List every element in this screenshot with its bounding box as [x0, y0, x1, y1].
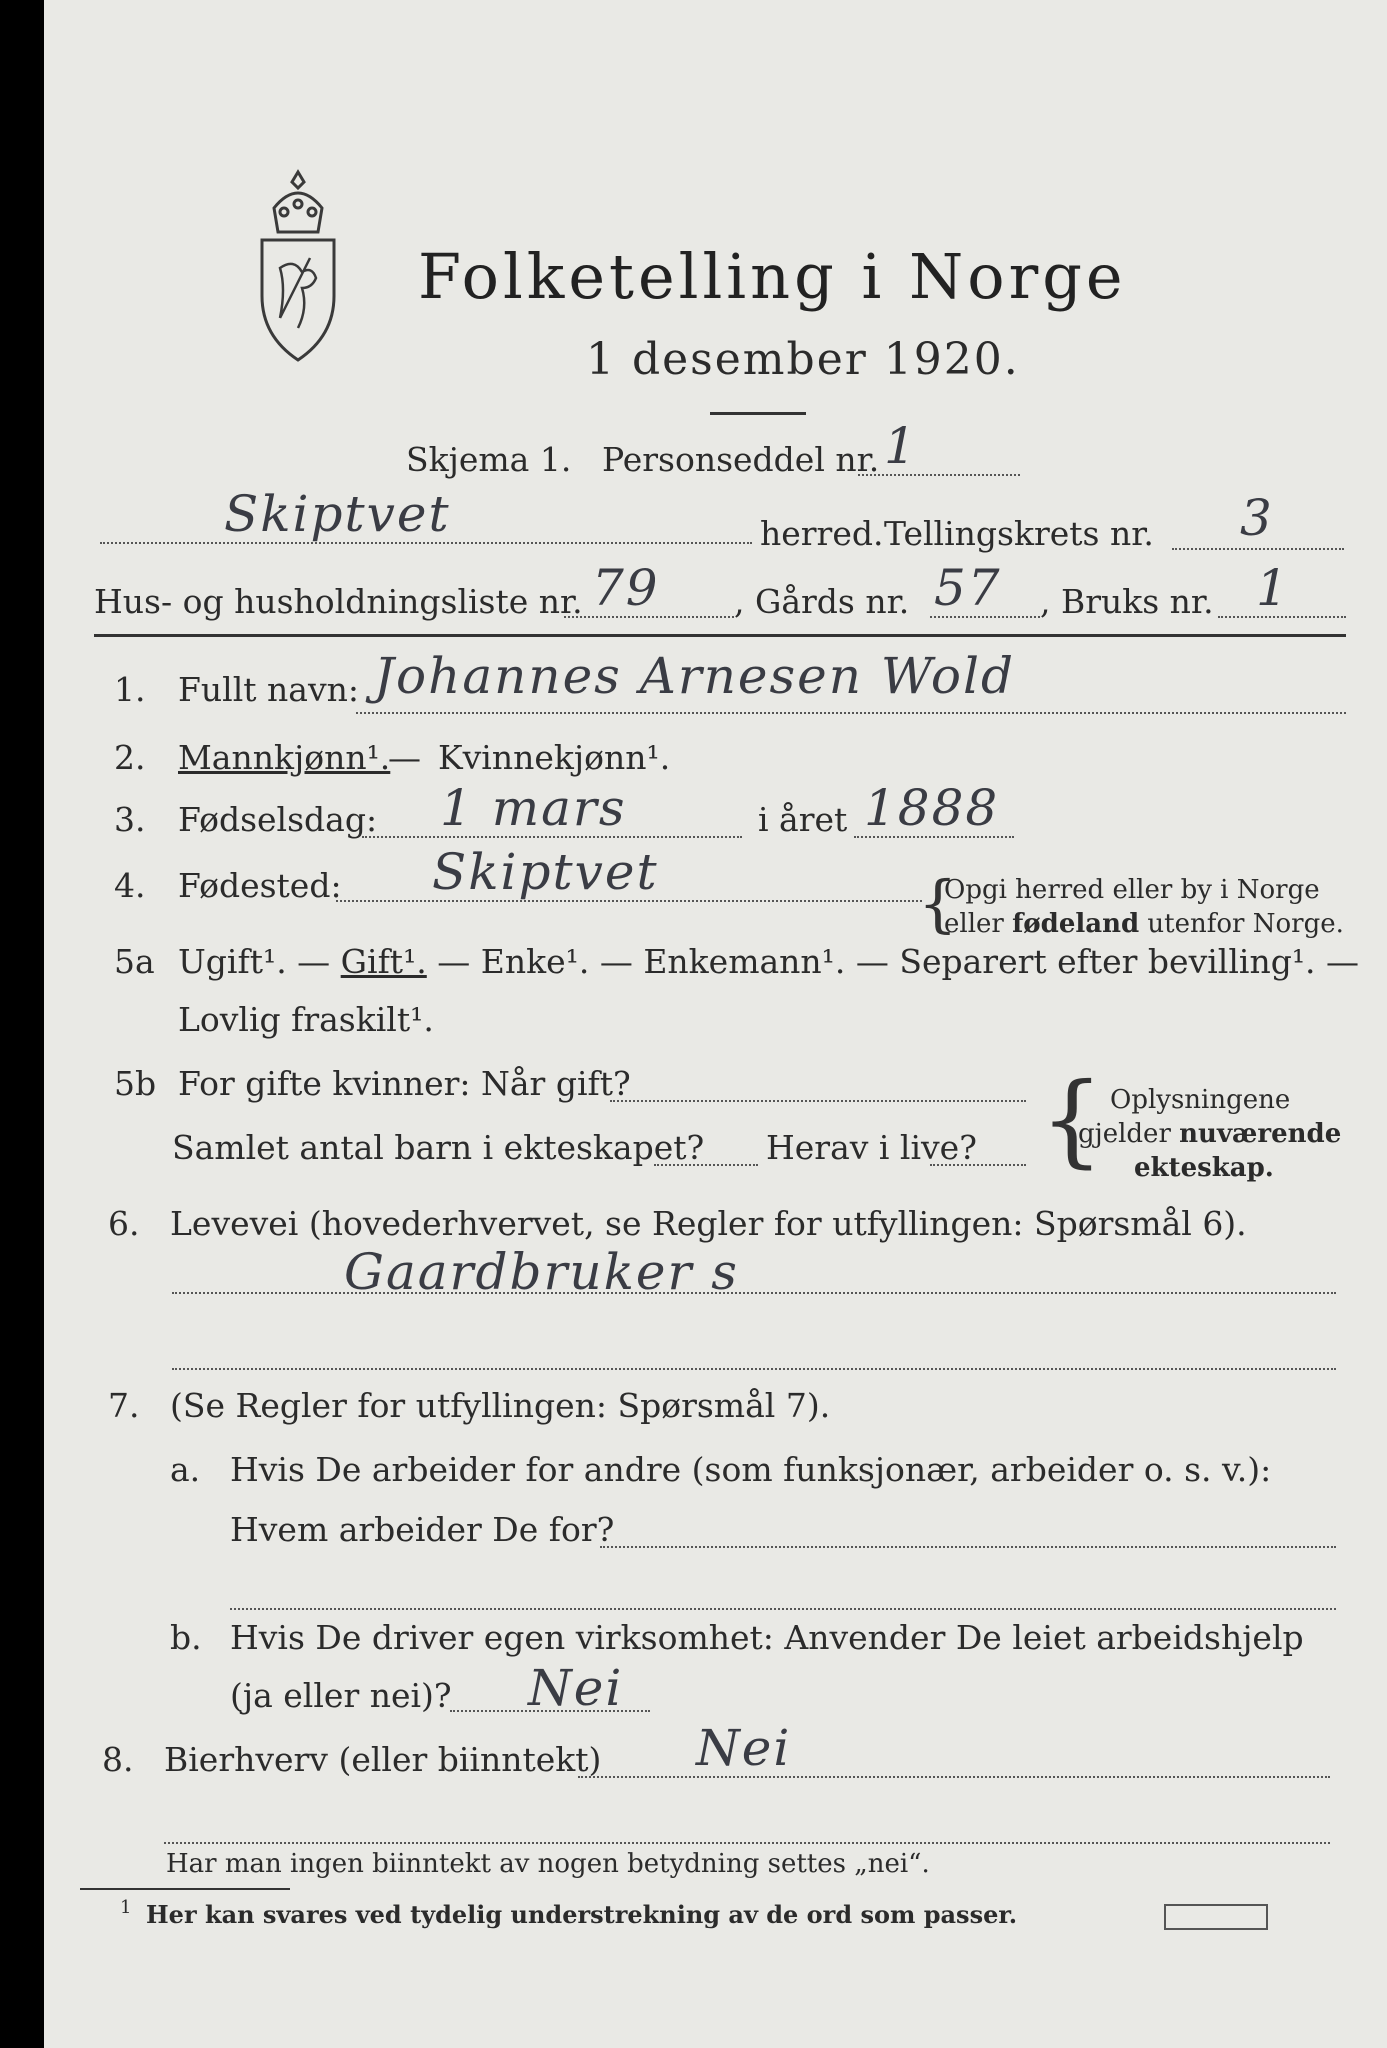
divorced-option[interactable]: Lovlig fraskilt¹.: [178, 1000, 434, 1039]
marital-separator: —: [286, 942, 341, 981]
bruks-label: , Bruks nr.: [1040, 582, 1214, 621]
q7a-letter: a.: [170, 1450, 201, 1489]
q4-label: Fødested:: [178, 866, 342, 905]
q5b-alive-label: Herav i live?: [766, 1128, 977, 1167]
sex-separator: —: [388, 738, 421, 777]
herred-value[interactable]: Skiptvet: [224, 485, 451, 543]
footnote-text: Her kan svares ved tydelig understrekning av de ord som passer.: [146, 1900, 1018, 1929]
tellingskrets-value[interactable]: 3: [1240, 489, 1274, 547]
header-rule: [94, 634, 1346, 637]
q8-note: Har man ingen biinntekt av nogen betydning settes „nei“.: [166, 1849, 930, 1879]
q5b-note-line1: Oplysningene: [1110, 1085, 1291, 1115]
q4-note-part-a: eller: [944, 909, 1013, 939]
marital-line-1: [178, 942, 1359, 982]
q8-number: 8.: [102, 1740, 134, 1779]
q4-note-line1: Opgi herred eller by i Norge: [944, 875, 1320, 905]
personseddel-value[interactable]: 1: [884, 417, 918, 475]
q5b-number: 5b: [114, 1064, 157, 1103]
q4-note-part-c: utenfor Norge.: [1139, 909, 1344, 939]
footnote-rule: [80, 1888, 290, 1890]
q5b-note-part-a: gjelder: [1078, 1119, 1180, 1149]
hired-help-value[interactable]: Nei: [528, 1659, 624, 1717]
q4-note-brace: {: [918, 867, 958, 940]
birth-year-value[interactable]: 1888: [864, 779, 1000, 837]
census-form: [44, 0, 1387, 2048]
q5b-note-line3: ekteskap.: [1134, 1153, 1274, 1183]
tellingskrets-label: Tellingskrets nr.: [884, 514, 1154, 553]
birthday-value[interactable]: 1 mars: [440, 779, 627, 837]
q5b-note-line2: [1078, 1118, 1341, 1150]
form-title: Folketelling i Norge: [418, 240, 1127, 313]
q1-label: Fullt navn:: [178, 670, 359, 709]
employer-line-1: [600, 1546, 1336, 1548]
q2-number: 2.: [114, 738, 146, 777]
q8-label: Bierhverv (eller biinntekt): [164, 1740, 602, 1779]
norwegian-lion-crest-icon: [250, 168, 346, 368]
occupation-line-1: [172, 1292, 1336, 1294]
q4-note-line2: [944, 908, 1344, 940]
title-divider: [710, 412, 806, 415]
q7-number: 7.: [108, 1386, 140, 1425]
q1-line: [356, 712, 1346, 714]
q5b-married-when-label: For gifte kvinner: Når gift?: [178, 1064, 631, 1103]
q7a-question: Hvem arbeider De for?: [230, 1510, 615, 1549]
personseddel-line: [858, 474, 1020, 476]
unmarried-option[interactable]: Ugift¹.: [178, 942, 287, 981]
q5b-note-bold: nuværende: [1179, 1119, 1342, 1149]
q7a-text: Hvis De arbeider for andre (som funksjonær, arbeider o. s. v.):: [230, 1450, 1272, 1489]
q7b-letter: b.: [170, 1618, 202, 1657]
marital-other-options[interactable]: — Enke¹. — Enkemann¹. — Separert efter bevilling¹. —: [426, 942, 1360, 981]
q6-label: Levevei (hovederhvervet, se Regler for utfyllingen: Spørsmål 6).: [170, 1204, 1247, 1243]
q4-number: 4.: [114, 866, 146, 905]
q3-label: Fødselsdag:: [178, 800, 378, 839]
tellingskrets-line: [1172, 548, 1344, 550]
personseddel-label: Personseddel nr.: [602, 440, 880, 479]
gards-value[interactable]: 57: [934, 559, 1002, 617]
children-line: [654, 1164, 758, 1166]
side-income-line-1: [578, 1776, 1330, 1778]
sex-male-option[interactable]: Mannkjønn¹.: [178, 738, 391, 777]
birthplace-value[interactable]: Skiptvet: [432, 843, 659, 901]
q5b-note-brace: {: [1040, 1061, 1104, 1178]
bruks-value[interactable]: 1: [1256, 559, 1290, 617]
side-income-value[interactable]: Nei: [696, 1719, 792, 1777]
year-label: i året: [758, 800, 848, 839]
household-label: Hus- og husholdningsliste nr.: [94, 582, 583, 621]
q1-number: 1.: [114, 670, 146, 709]
married-when-line: [610, 1100, 1026, 1102]
alive-line: [930, 1164, 1026, 1166]
q7b-text: Hvis De driver egen virksomhet: Anvender De leiet arbeidshjelp: [230, 1618, 1304, 1657]
household-value[interactable]: 79: [592, 559, 660, 617]
occupation-value[interactable]: Gaardbruker s: [344, 1243, 739, 1301]
q5b-children-label: Samlet antal barn i ekteskapet?: [172, 1128, 705, 1167]
q3-number: 3.: [114, 800, 146, 839]
q6-number: 6.: [108, 1204, 140, 1243]
schema-label: Skjema 1.: [406, 440, 572, 479]
married-option[interactable]: Gift¹.: [340, 942, 427, 981]
footnote-mark: 1: [120, 1897, 132, 1918]
printer-stamp-icon: [1164, 1904, 1268, 1930]
herred-label: herred.: [760, 514, 884, 553]
employer-line-2: [230, 1608, 1336, 1610]
census-date: 1 desember 1920.: [586, 334, 1020, 385]
q7-label: (Se Regler for utfyllingen: Spørsmål 7).: [170, 1386, 831, 1425]
gards-label: , Gårds nr.: [734, 582, 910, 621]
occupation-line-2: [172, 1368, 1336, 1370]
full-name-value[interactable]: Johannes Arnesen Wold: [374, 647, 1015, 705]
q4-note-bold: fødeland: [1012, 909, 1140, 939]
sex-female-option[interactable]: Kvinnekjønn¹.: [438, 738, 671, 777]
q5a-number: 5a: [114, 942, 155, 981]
side-income-line-2: [164, 1842, 1330, 1844]
q7b-question: (ja eller nei)?: [230, 1676, 452, 1715]
